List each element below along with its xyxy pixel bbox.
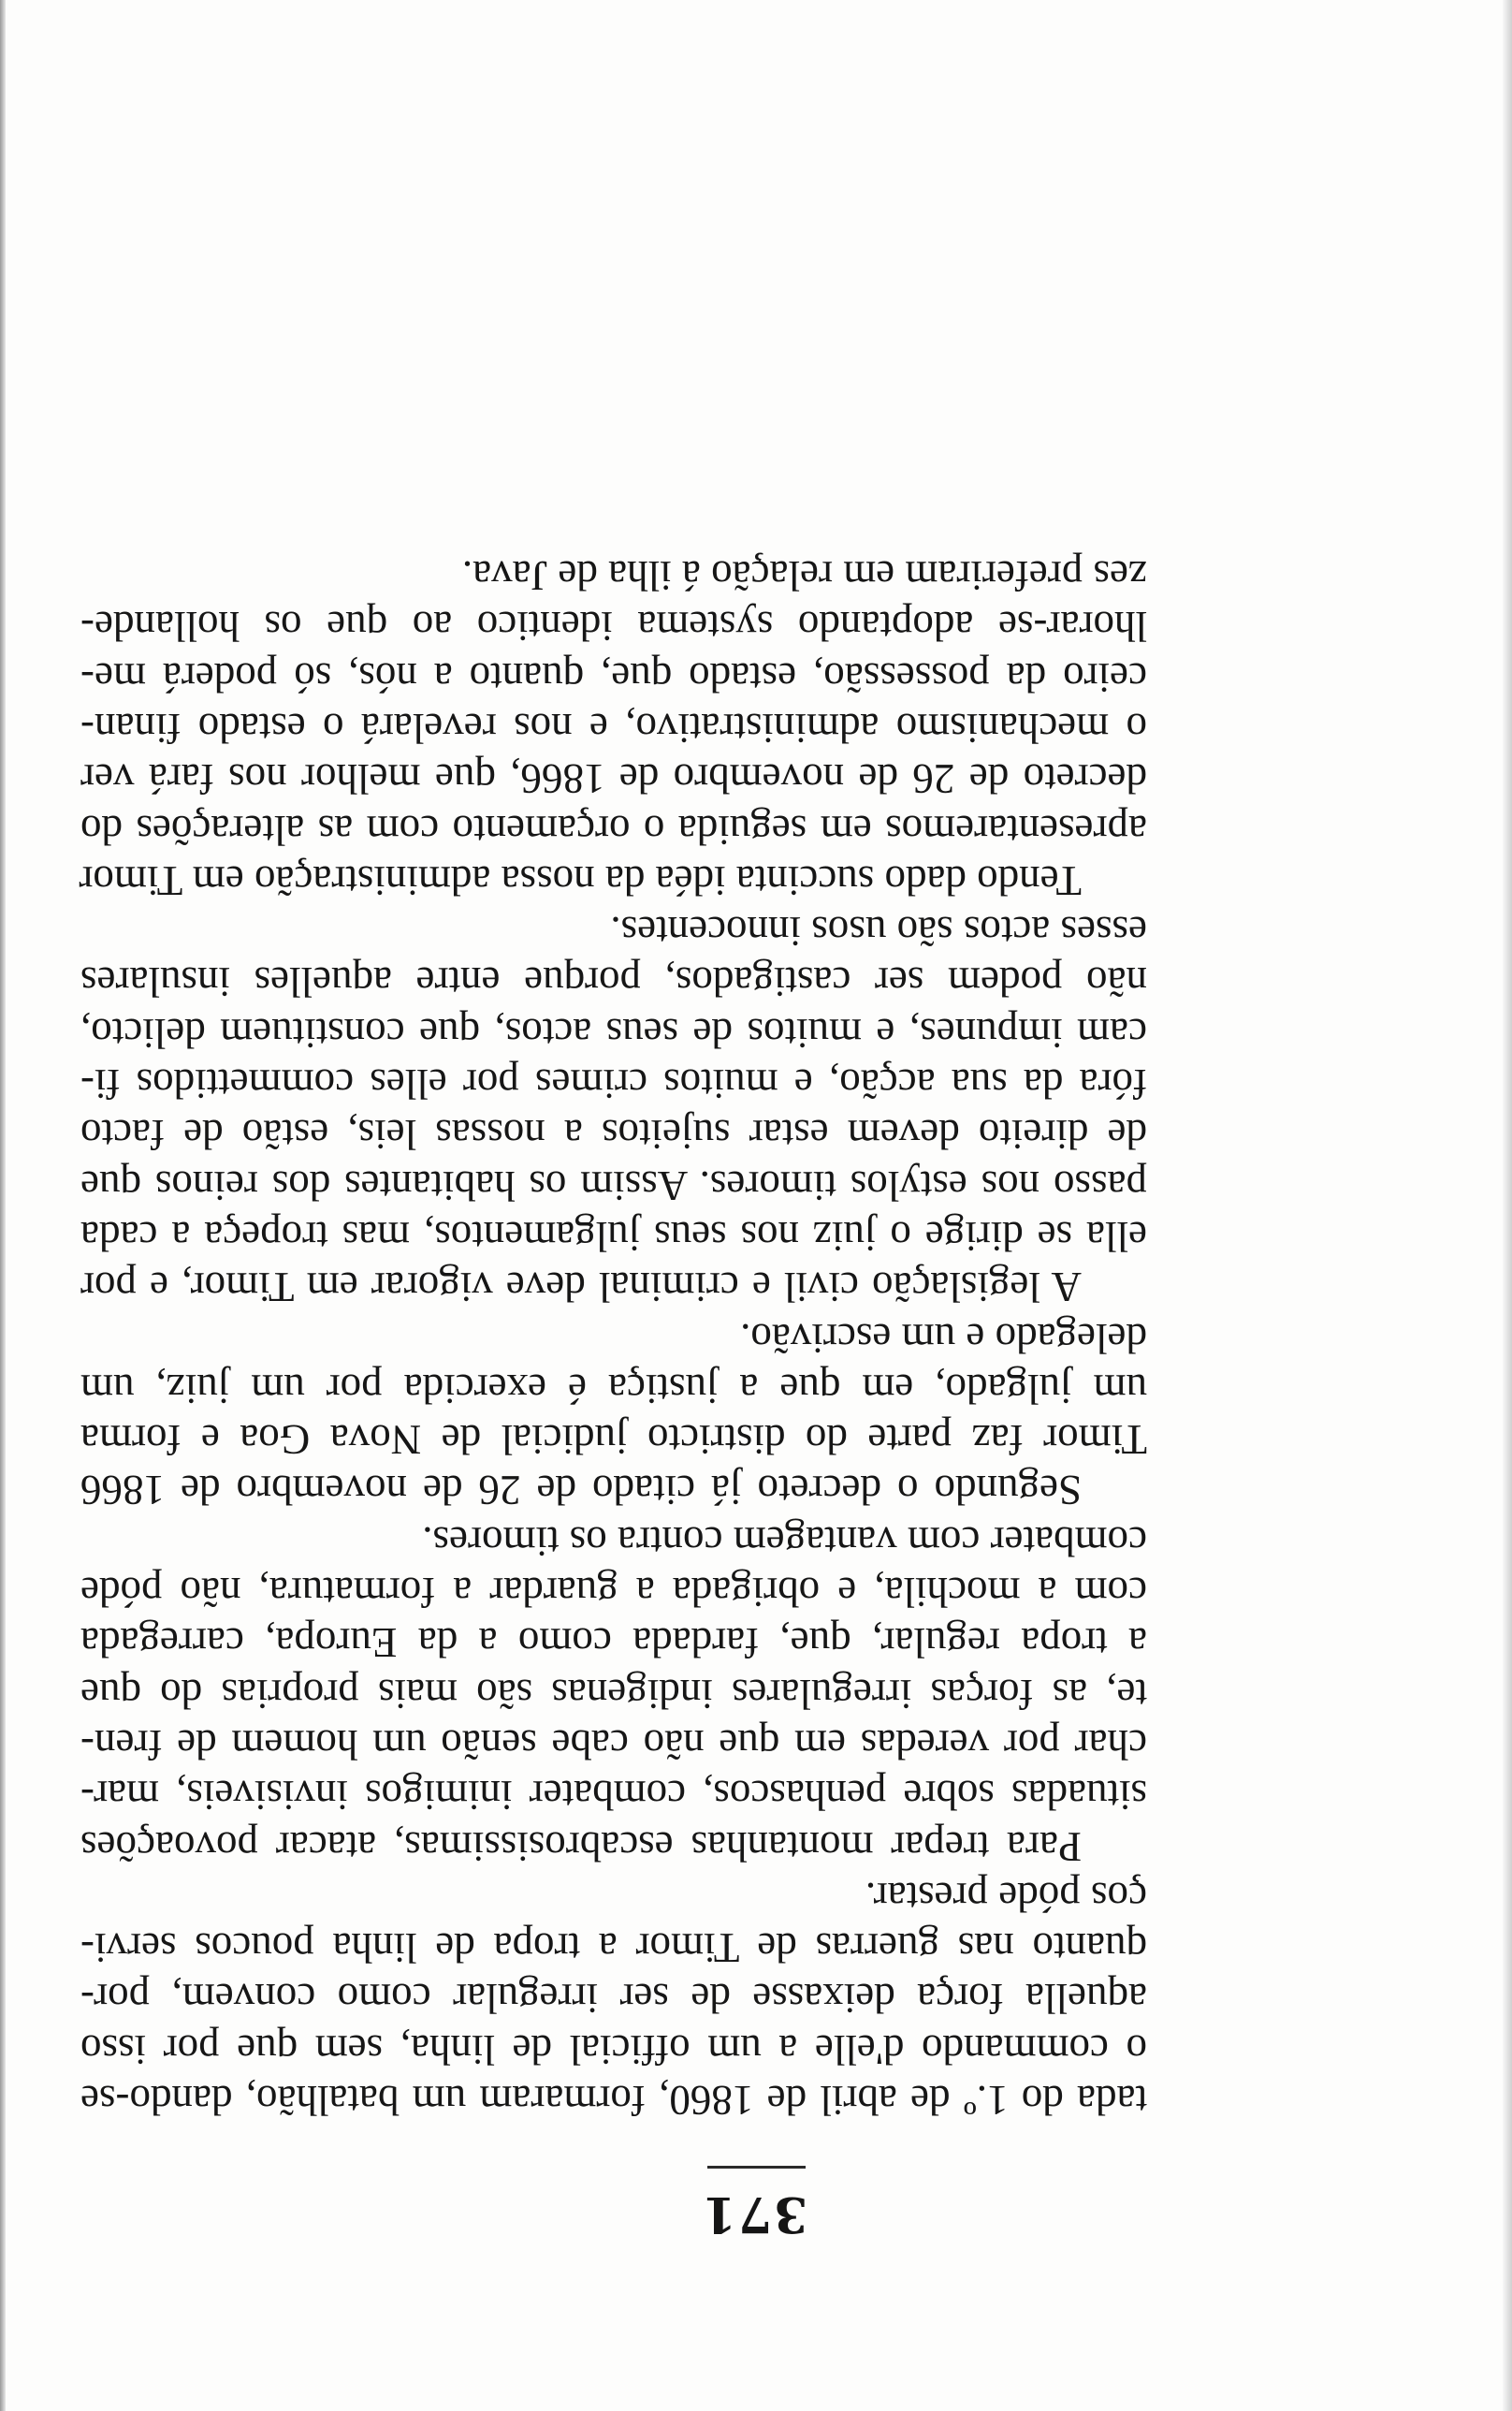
text-line: combater com vantagem contra os timores.	[422, 1517, 1147, 1565]
body-text	[80, 550, 1147, 2126]
text-line: tada do 1.º de abril de 1860, formaram um batalhão, dando-se	[80, 2077, 1147, 2124]
text-line: um julgado, em que a justiça é exercida por um juiz, um	[80, 1365, 1147, 1412]
text-line: delegado e um escrivão.	[740, 1314, 1147, 1362]
text-line: ceiro da possessão, estado que, quanto a nós, só poderá me-	[80, 653, 1147, 701]
text-line: o mechanismo administrativo, e nos revelará o estado finan-	[80, 704, 1147, 752]
text-line: de direito devem estar sujeitos a nossas leis, estão de facto	[80, 1111, 1147, 1159]
text-line: te, as forças irregulares indigenas são mais proprias do que	[80, 1670, 1147, 1717]
page-number: 371	[700, 2185, 808, 2243]
text-line: ços póde prestar.	[865, 1873, 1147, 1921]
text-line: cam impunes, e muitos de seus actos, que constituem delicto,	[80, 1009, 1147, 1057]
paragraph-5	[80, 550, 1147, 906]
text-line: quanto nas guerras de Timor a tropa de linha poucos servi-	[80, 1924, 1147, 1972]
text-line: Segundo o decreto já citado de 26 de novembro de 1866	[80, 1467, 1082, 1514]
text-line: Tendo dado succinta idéa da nossa administração em Timor	[79, 856, 1082, 904]
text-line: apresentaremos em seguida o orçamento com as alterações do	[80, 806, 1147, 854]
text-line: a tropa regular, que, fardada como a da Europa, carregada	[80, 1619, 1147, 1667]
paragraph-3	[80, 1312, 1147, 1515]
text-line: zes preferiram em relação á ilha de Java.	[461, 552, 1147, 600]
text-line: decreto de 26 de novembro de 1866, que melhor nos fará ver	[80, 755, 1147, 803]
text-line: A legislação civil e criminal deve vigorar em Timor, e por	[80, 1264, 1082, 1311]
text-line: esses actos são usos innocentes.	[610, 908, 1147, 956]
text-line: situadas sobre penhascos, combater inimigos invisiveis, mar-	[80, 1772, 1147, 1819]
text-line: lhorar-se adoptando systema identico ao que os hollande-	[80, 603, 1147, 650]
text-line: não podem ser castigados, porque entre aquelles insulares	[80, 958, 1147, 1006]
text-line: char por veredas em que não cabe senão um homem de fren-	[80, 1720, 1147, 1768]
text-line: o commando d'elle a um official de linha, sem que por isso	[80, 2025, 1147, 2073]
text-line: passo nos estylos timores. Assim os habitantes dos reinos que	[80, 1162, 1147, 1209]
text-line: Timor faz parte do districto judicial de Nova Goa e forma	[80, 1416, 1147, 1464]
text-line: com a mochila, e obrigada a guardar a formatura, não póde	[80, 1569, 1147, 1616]
paragraph-2	[80, 1515, 1147, 1871]
page-number-rule	[707, 2166, 806, 2169]
text-line: Para trepar montanhas escabrosissimas, atacar povoações	[80, 1822, 1082, 1870]
text-line: ella se dirige o juiz nos seus julgamentos, mas tropeça a cada	[80, 1212, 1147, 1260]
text-line: fóra da sua acção, e muitos crimes por elles commettidos fi-	[80, 1060, 1147, 1108]
paragraph-1	[80, 1872, 1147, 2126]
text-line: aquella força deixasse de ser irregular como convem, por-	[80, 1975, 1147, 2023]
paragraph-4	[80, 906, 1147, 1312]
